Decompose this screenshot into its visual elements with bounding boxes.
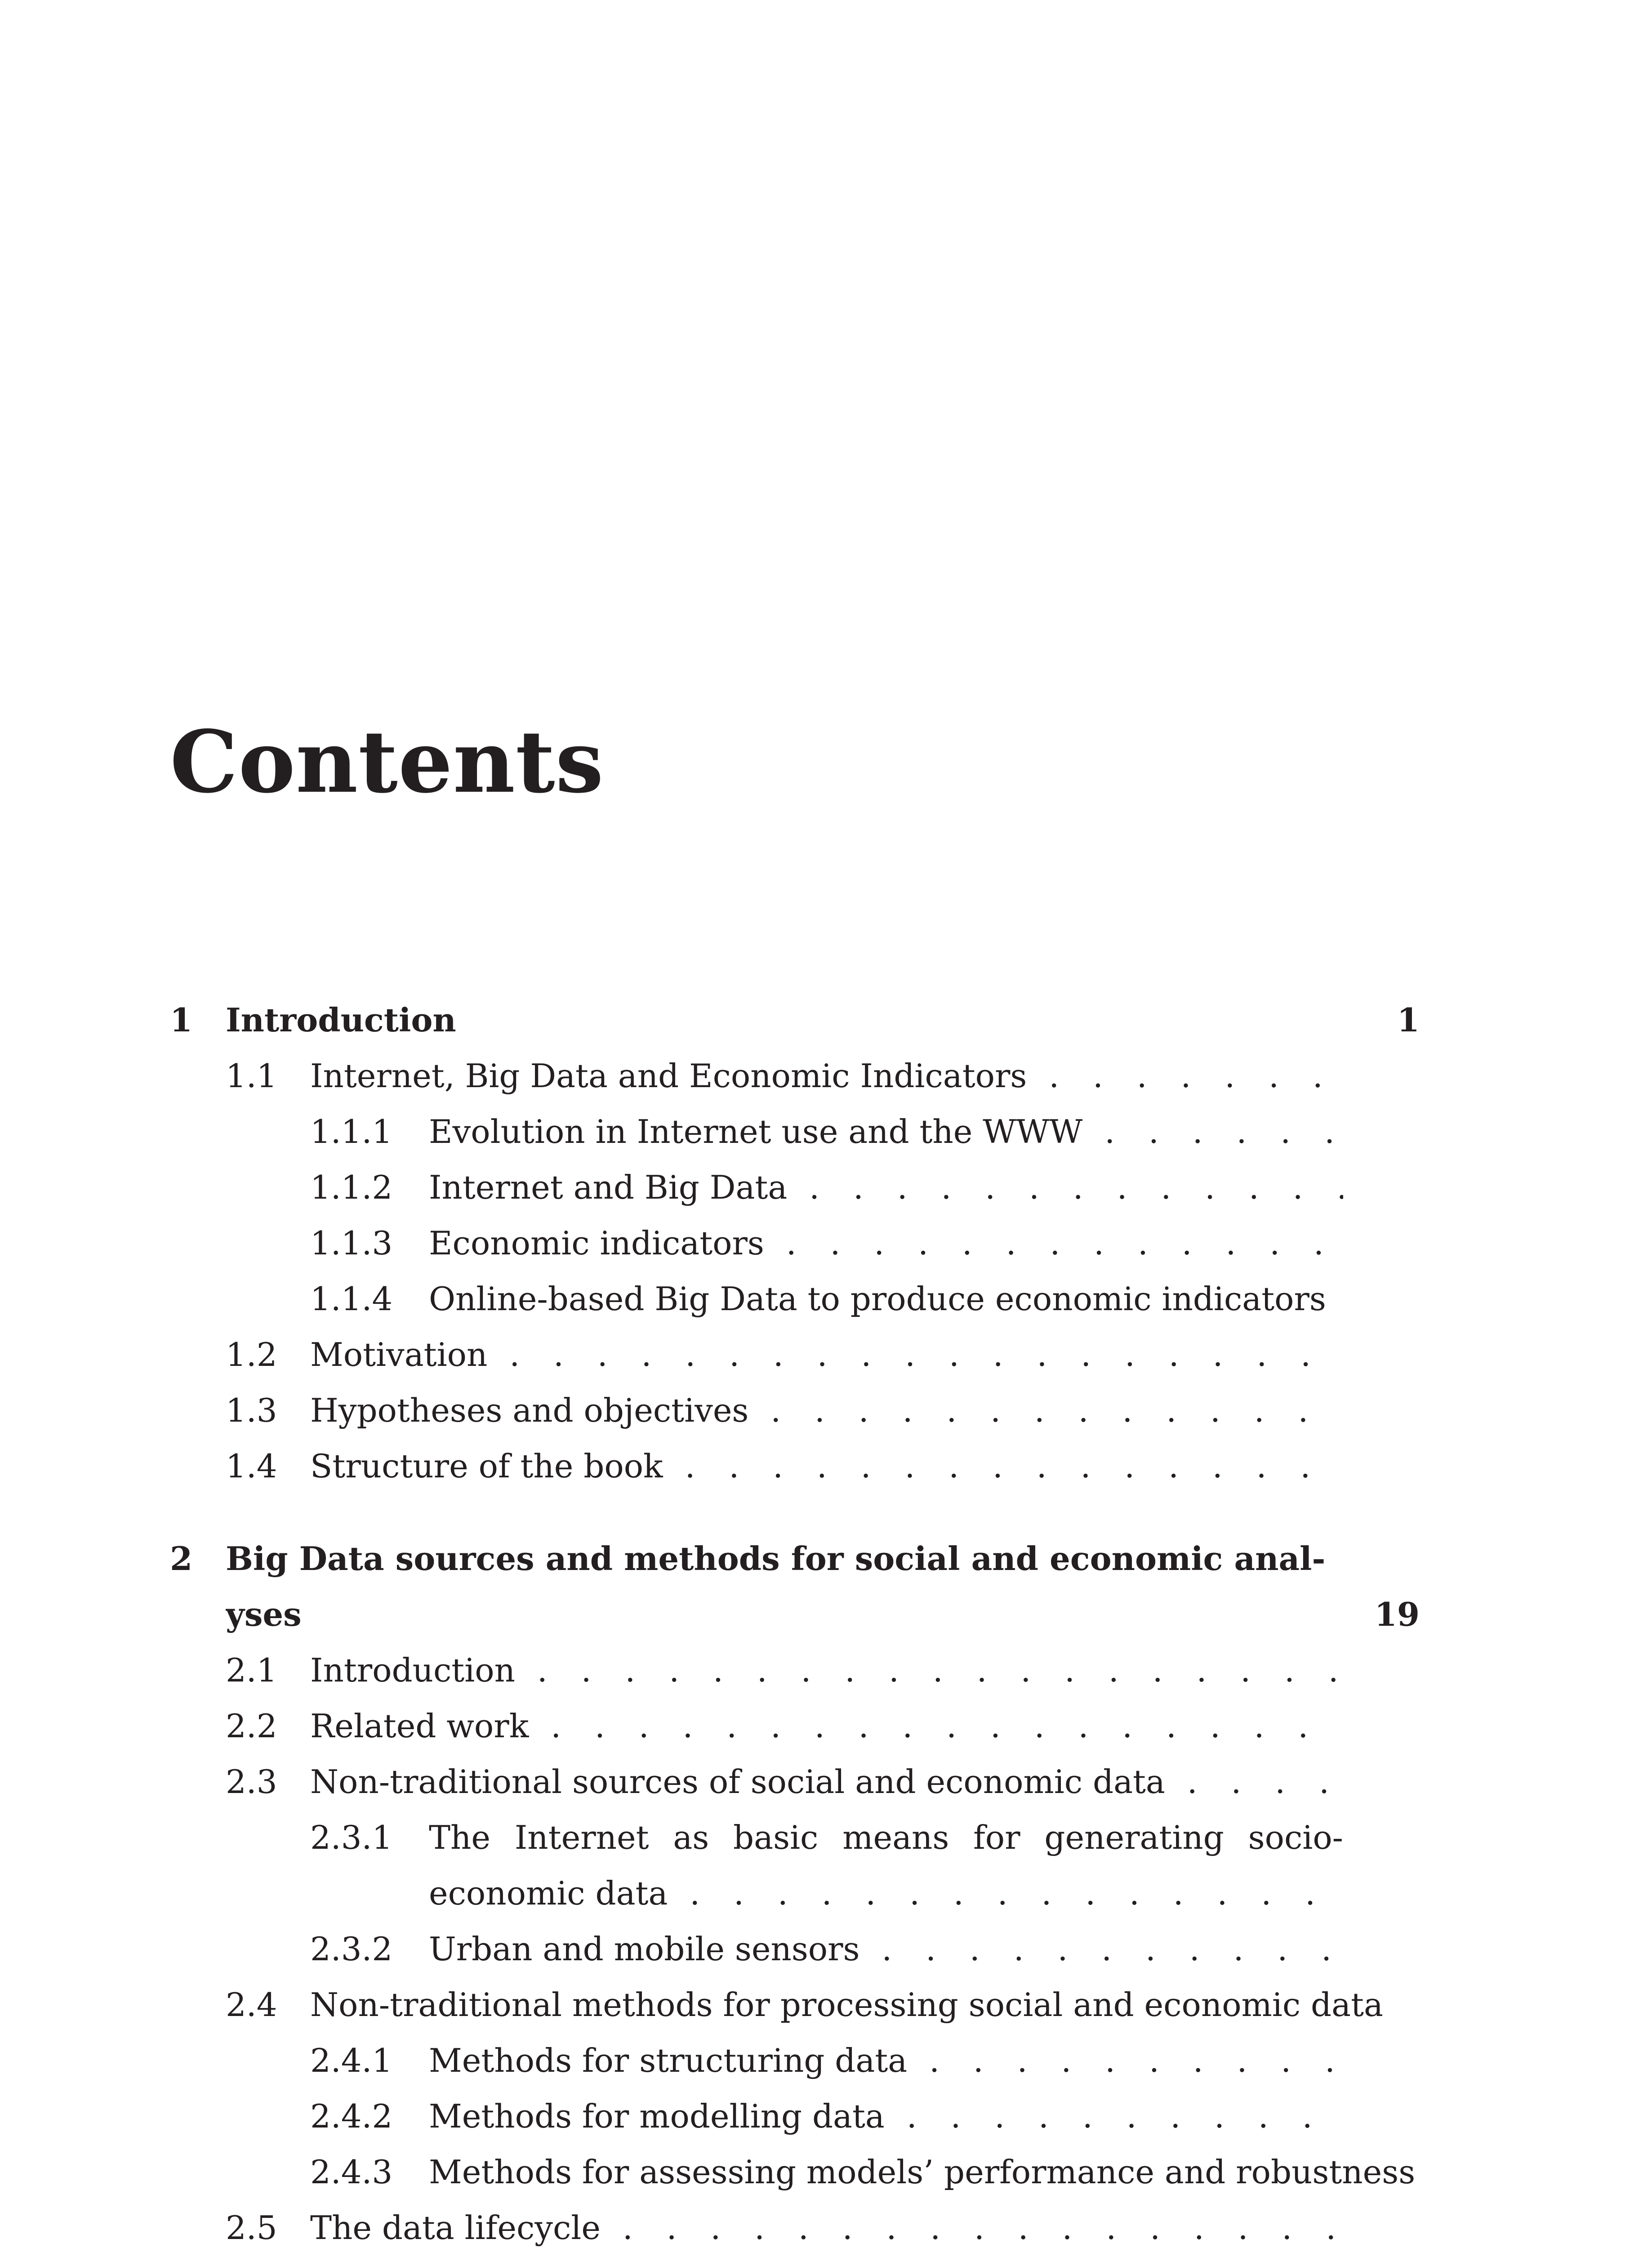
section-number: 2.4: [226, 1986, 277, 2024]
section-title: The data lifecycle . . .: [310, 2200, 1343, 2248]
toc-section-1-4[interactable]: [170, 1438, 1420, 1494]
section-number: 2.1: [226, 1651, 277, 1689]
toc-subsection-2-3-2[interactable]: [170, 1921, 1420, 1977]
section-title: Non-traditional methods for processing social and economic data: [310, 1986, 1383, 2024]
subsection-number: 1.1.2: [310, 1169, 393, 1206]
toc-section-1-3[interactable]: [170, 1383, 1420, 1438]
toc-section-1-2[interactable]: [170, 1327, 1420, 1383]
toc-subsection-2-3-1-continued[interactable]: [170, 1865, 1420, 1921]
section-title: Hypotheses and objectives . . .: [310, 1383, 1343, 1438]
toc-subsection-1-1-1[interactable]: [170, 1104, 1420, 1160]
toc-subsection-1-1-2[interactable]: [170, 1160, 1420, 1215]
toc-subsection-2-4-1[interactable]: [170, 2033, 1420, 2088]
subsection-title: Evolution in Internet use and the WWW . . .: [429, 1104, 1343, 1160]
table-of-contents: [170, 0, 1420, 2248]
subsection-number: 2.3.2: [310, 1930, 393, 1968]
section-number: 1.4: [226, 1447, 277, 1485]
toc-subsection-1-1-4[interactable]: [170, 1271, 1420, 1327]
subsection-number: 2.3.1: [310, 1819, 393, 1856]
toc-section-1-1[interactable]: [170, 1048, 1420, 1104]
chapter-number: 2: [170, 1539, 193, 1578]
chapter-title-continued: yses: [226, 1595, 302, 1633]
section-title: Internet, Big Data and Economic Indicators . . .: [310, 1048, 1343, 1104]
section-number: 2.3: [226, 1763, 277, 1801]
subsection-title: Methods for assessing models’ performance and robustness: [429, 2153, 1416, 2191]
page-number: 19: [1374, 1595, 1420, 1633]
toc-chapter-1[interactable]: [170, 992, 1420, 1048]
subsection-number: 2.4.2: [310, 2097, 393, 2135]
subsection-number: 1.1.1: [310, 1113, 393, 1151]
section-title: Motivation . . .: [310, 1327, 1343, 1383]
subsection-title: Methods for modelling data . . .: [429, 2088, 1343, 2144]
section-number: 1.3: [226, 1392, 277, 1429]
section-number: 1.2: [226, 1336, 277, 1374]
toc-section-2-2[interactable]: [170, 1698, 1420, 1754]
section-title: Non-traditional sources of social and economic data . . .: [310, 1754, 1343, 1810]
subsection-title: Internet and Big Data . . .: [429, 1160, 1343, 1215]
subsection-number: 2.4.1: [310, 2042, 393, 2079]
toc-section-2-1[interactable]: [170, 1642, 1420, 1698]
section-title: Related work . . .: [310, 1698, 1343, 1754]
page-title: Contents: [170, 712, 604, 812]
section-title: Structure of the book . . .: [310, 1438, 1343, 1494]
subsection-number: 1.1.3: [310, 1224, 393, 1262]
section-number: 2.5: [226, 2209, 277, 2247]
chapter-title: Introduction: [226, 1001, 456, 1039]
subsection-title: Urban and mobile sensors . . .: [429, 1921, 1343, 1977]
toc-chapter-2-continued[interactable]: [170, 1587, 1420, 1642]
section-number: 2.2: [226, 1707, 277, 1745]
subsection-title: Economic indicators . . .: [429, 1215, 1343, 1271]
page-number: 1: [1397, 1001, 1420, 1039]
toc-subsection-2-4-3[interactable]: [170, 2144, 1420, 2200]
toc-chapter-2[interactable]: [170, 1531, 1420, 1587]
subsection-number: 2.4.3: [310, 2153, 393, 2191]
subsection-number: 1.1.4: [310, 1280, 393, 1318]
toc-section-2-4[interactable]: [170, 1977, 1420, 2033]
toc-section-2-3[interactable]: [170, 1754, 1420, 1810]
subsection-title-continued: economic data . . .: [429, 1865, 1343, 1921]
subsection-title: Online-based Big Data to produce economic indicators . . .: [429, 1271, 1343, 1327]
subsection-title: The Internet as basic means for generating socio-: [429, 1819, 1343, 1856]
section-title: Introduction . . .: [310, 1642, 1343, 1698]
subsection-title: Methods for structuring data . . .: [429, 2033, 1343, 2088]
toc-subsection-1-1-3[interactable]: [170, 1215, 1420, 1271]
section-number: 1.1: [226, 1057, 277, 1095]
toc-subsection-2-3-1[interactable]: [170, 1810, 1420, 1865]
toc-subsection-2-4-2[interactable]: [170, 2088, 1420, 2144]
chapter-title: Big Data sources and methods for social and economic anal-: [226, 1539, 1326, 1578]
chapter-number: 1: [170, 1001, 193, 1039]
toc-section-2-5[interactable]: [170, 2200, 1420, 2248]
